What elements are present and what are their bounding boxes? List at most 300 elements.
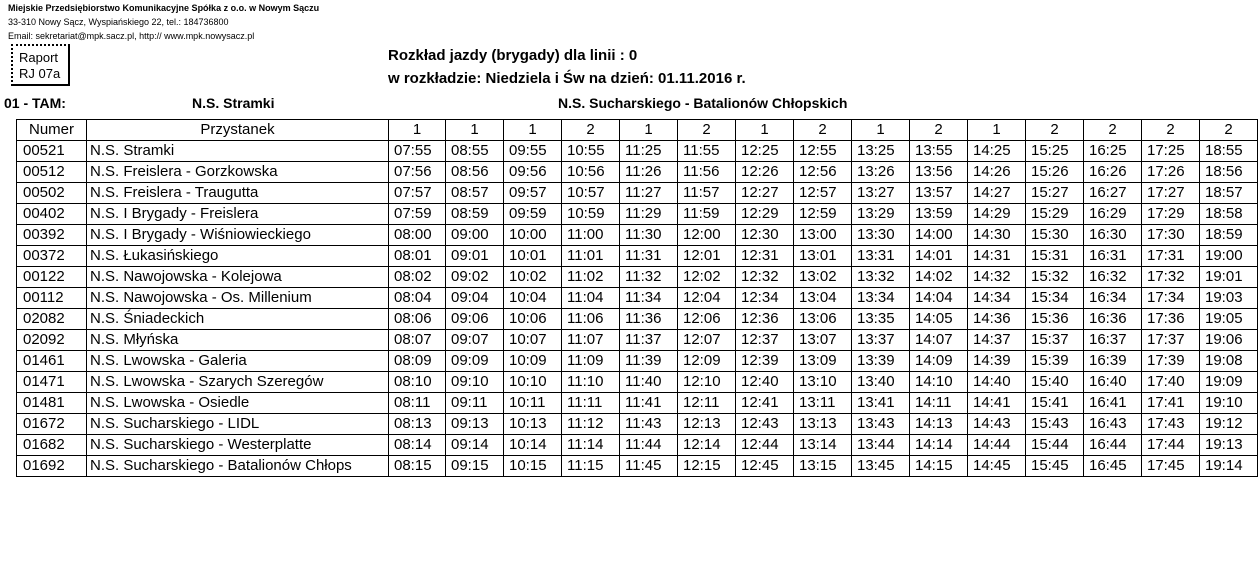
table-row (17, 435, 1258, 456)
departure-time-cell: 11:12 (562, 414, 620, 435)
departure-time-cell: 15:37 (1026, 330, 1084, 351)
departure-time-cell: 08:13 (389, 414, 446, 435)
departure-time-cell: 10:57 (562, 183, 620, 204)
departure-time-cell: 11:07 (562, 330, 620, 351)
departure-time-cell: 15:27 (1026, 183, 1084, 204)
departure-time-cell: 11:15 (562, 456, 620, 477)
departure-time-cell: 13:44 (852, 435, 910, 456)
column-header-brigade: 1 (968, 120, 1026, 141)
departure-time-cell: 12:41 (736, 393, 794, 414)
table-row (17, 183, 1258, 204)
departure-time-cell: 11:41 (620, 393, 678, 414)
departure-time-cell: 10:13 (504, 414, 562, 435)
report-code-box (11, 44, 70, 86)
departure-time-cell: 10:07 (504, 330, 562, 351)
departure-time-cell: 12:29 (736, 204, 794, 225)
departure-time-cell: 13:11 (794, 393, 852, 414)
departure-time-cell: 14:14 (910, 435, 968, 456)
departure-time-cell: 10:02 (504, 267, 562, 288)
departure-time-cell: 13:39 (852, 351, 910, 372)
departure-time-cell: 16:26 (1084, 162, 1142, 183)
departure-time-cell: 10:09 (504, 351, 562, 372)
departure-time-cell: 16:32 (1084, 267, 1142, 288)
report-code: RJ 07a (19, 66, 61, 81)
departure-time-cell: 12:36 (736, 309, 794, 330)
departure-time-cell: 12:37 (736, 330, 794, 351)
departure-time-cell: 15:40 (1026, 372, 1084, 393)
stop-name-cell: N.S. Freislera - Traugutta (87, 183, 389, 204)
departure-time-cell: 12:43 (736, 414, 794, 435)
departure-time-cell: 11:34 (620, 288, 678, 309)
departure-time-cell: 19:00 (1200, 246, 1258, 267)
table-row (17, 288, 1258, 309)
departure-time-cell: 14:44 (968, 435, 1026, 456)
departure-time-cell: 18:57 (1200, 183, 1258, 204)
departure-time-cell: 16:40 (1084, 372, 1142, 393)
stop-name-cell: N.S. Stramki (87, 141, 389, 162)
departure-time-cell: 19:05 (1200, 309, 1258, 330)
column-header-brigade: 1 (446, 120, 504, 141)
column-header-brigade: 1 (852, 120, 910, 141)
departure-time-cell: 17:37 (1142, 330, 1200, 351)
page-subtitle: w rozkładzie: Niedziela i Św na dzień: 01.11.2016 r. (388, 70, 746, 87)
departure-time-cell: 11:45 (620, 456, 678, 477)
departure-time-cell: 14:37 (968, 330, 1026, 351)
departure-time-cell: 14:04 (910, 288, 968, 309)
departure-time-cell: 15:30 (1026, 225, 1084, 246)
column-header-brigade: 2 (1084, 120, 1142, 141)
departure-time-cell: 14:11 (910, 393, 968, 414)
table-row (17, 372, 1258, 393)
stop-number-cell: 02082 (17, 309, 87, 330)
departure-time-cell: 08:55 (446, 141, 504, 162)
departure-time-cell: 17:44 (1142, 435, 1200, 456)
departure-time-cell: 10:14 (504, 435, 562, 456)
departure-time-cell: 10:10 (504, 372, 562, 393)
company-contact: Email: sekretariat@mpk.sacz.pl, http:// www.mpk.nowysacz.pl (8, 31, 255, 41)
departure-time-cell: 18:59 (1200, 225, 1258, 246)
departure-time-cell: 19:06 (1200, 330, 1258, 351)
departure-time-cell: 08:01 (389, 246, 446, 267)
departure-time-cell: 19:09 (1200, 372, 1258, 393)
departure-time-cell: 12:15 (678, 456, 736, 477)
departure-time-cell: 09:59 (504, 204, 562, 225)
departure-time-cell: 17:34 (1142, 288, 1200, 309)
departure-time-cell: 14:34 (968, 288, 1026, 309)
departure-time-cell: 14:26 (968, 162, 1026, 183)
departure-time-cell: 10:55 (562, 141, 620, 162)
departure-time-cell: 14:07 (910, 330, 968, 351)
timetable (16, 119, 1258, 477)
departure-time-cell: 16:27 (1084, 183, 1142, 204)
stop-number-cell: 01692 (17, 456, 87, 477)
departure-time-cell: 12:09 (678, 351, 736, 372)
column-header-brigade: 2 (562, 120, 620, 141)
departure-time-cell: 14:43 (968, 414, 1026, 435)
stop-name-cell: N.S. Sucharskiego - LIDL (87, 414, 389, 435)
departure-time-cell: 11:04 (562, 288, 620, 309)
departure-time-cell: 16:29 (1084, 204, 1142, 225)
column-header-brigade: 1 (504, 120, 562, 141)
departure-time-cell: 17:36 (1142, 309, 1200, 330)
column-header-brigade: 2 (910, 120, 968, 141)
departure-time-cell: 11:57 (678, 183, 736, 204)
departure-time-cell: 16:25 (1084, 141, 1142, 162)
departure-time-cell: 12:30 (736, 225, 794, 246)
departure-time-cell: 12:44 (736, 435, 794, 456)
departure-time-cell: 13:31 (852, 246, 910, 267)
departure-time-cell: 14:39 (968, 351, 1026, 372)
departure-time-cell: 13:35 (852, 309, 910, 330)
stop-name-cell: N.S. Sucharskiego - Batalionów Chłops (87, 456, 389, 477)
table-row (17, 393, 1258, 414)
departure-time-cell: 14:29 (968, 204, 1026, 225)
departure-time-cell: 08:00 (389, 225, 446, 246)
departure-time-cell: 09:15 (446, 456, 504, 477)
stop-number-cell: 00521 (17, 141, 87, 162)
departure-time-cell: 14:13 (910, 414, 968, 435)
departure-time-cell: 10:00 (504, 225, 562, 246)
departure-time-cell: 11:39 (620, 351, 678, 372)
departure-time-cell: 11:10 (562, 372, 620, 393)
departure-time-cell: 14:09 (910, 351, 968, 372)
departure-time-cell: 08:59 (446, 204, 504, 225)
departure-time-cell: 15:45 (1026, 456, 1084, 477)
departure-time-cell: 13:09 (794, 351, 852, 372)
stop-name-cell: N.S. Nawojowska - Os. Millenium (87, 288, 389, 309)
departure-time-cell: 12:06 (678, 309, 736, 330)
departure-time-cell: 09:11 (446, 393, 504, 414)
departure-time-cell: 11:43 (620, 414, 678, 435)
departure-time-cell: 13:59 (910, 204, 968, 225)
departure-time-cell: 16:44 (1084, 435, 1142, 456)
departure-time-cell: 12:00 (678, 225, 736, 246)
departure-time-cell: 18:56 (1200, 162, 1258, 183)
stop-number-cell: 00502 (17, 183, 87, 204)
column-header-brigade: 2 (1142, 120, 1200, 141)
departure-time-cell: 16:41 (1084, 393, 1142, 414)
departure-time-cell: 15:34 (1026, 288, 1084, 309)
departure-time-cell: 18:55 (1200, 141, 1258, 162)
departure-time-cell: 17:43 (1142, 414, 1200, 435)
departure-time-cell: 15:25 (1026, 141, 1084, 162)
departure-time-cell: 13:56 (910, 162, 968, 183)
departure-time-cell: 13:40 (852, 372, 910, 393)
stop-number-cell: 01481 (17, 393, 87, 414)
departure-time-cell: 15:44 (1026, 435, 1084, 456)
departure-time-cell: 15:43 (1026, 414, 1084, 435)
departure-time-cell: 19:14 (1200, 456, 1258, 477)
departure-time-cell: 09:57 (504, 183, 562, 204)
departure-time-cell: 11:11 (562, 393, 620, 414)
departure-time-cell: 11:09 (562, 351, 620, 372)
departure-time-cell: 09:06 (446, 309, 504, 330)
table-row (17, 162, 1258, 183)
departure-time-cell: 15:31 (1026, 246, 1084, 267)
departure-time-cell: 11:26 (620, 162, 678, 183)
departure-time-cell: 11:29 (620, 204, 678, 225)
departure-time-cell: 13:15 (794, 456, 852, 477)
departure-time-cell: 13:14 (794, 435, 852, 456)
table-row (17, 267, 1258, 288)
column-header-stop: Przystanek (87, 120, 389, 141)
departure-time-cell: 12:59 (794, 204, 852, 225)
departure-time-cell: 12:07 (678, 330, 736, 351)
departure-time-cell: 19:01 (1200, 267, 1258, 288)
departure-time-cell: 13:00 (794, 225, 852, 246)
departure-time-cell: 19:03 (1200, 288, 1258, 309)
departure-time-cell: 14:00 (910, 225, 968, 246)
departure-time-cell: 14:27 (968, 183, 1026, 204)
departure-time-cell: 12:01 (678, 246, 736, 267)
departure-time-cell: 19:08 (1200, 351, 1258, 372)
departure-time-cell: 09:04 (446, 288, 504, 309)
departure-time-cell: 08:15 (389, 456, 446, 477)
table-header-row (17, 120, 1258, 141)
departure-time-cell: 10:04 (504, 288, 562, 309)
departure-time-cell: 13:13 (794, 414, 852, 435)
departure-time-cell: 11:27 (620, 183, 678, 204)
departure-time-cell: 09:02 (446, 267, 504, 288)
departure-time-cell: 12:34 (736, 288, 794, 309)
stop-number-cell: 02092 (17, 330, 87, 351)
departure-time-cell: 09:09 (446, 351, 504, 372)
route-from: N.S. Stramki (192, 95, 275, 111)
stop-number-cell: 00372 (17, 246, 87, 267)
stop-name-cell: N.S. Lwowska - Galeria (87, 351, 389, 372)
departure-time-cell: 12:40 (736, 372, 794, 393)
departure-time-cell: 12:39 (736, 351, 794, 372)
column-header-brigade: 1 (736, 120, 794, 141)
stop-name-cell: N.S. Lwowska - Osiedle (87, 393, 389, 414)
departure-time-cell: 17:27 (1142, 183, 1200, 204)
departure-time-cell: 16:36 (1084, 309, 1142, 330)
departure-time-cell: 17:45 (1142, 456, 1200, 477)
stop-name-cell: N.S. I Brygady - Freislera (87, 204, 389, 225)
departure-time-cell: 12:04 (678, 288, 736, 309)
departure-time-cell: 13:29 (852, 204, 910, 225)
stop-number-cell: 01461 (17, 351, 87, 372)
departure-time-cell: 12:55 (794, 141, 852, 162)
departure-time-cell: 13:41 (852, 393, 910, 414)
departure-time-cell: 11:44 (620, 435, 678, 456)
company-address: 33-310 Nowy Sącz, Wyspiańskiego 22, tel.: 184736800 (8, 17, 229, 27)
departure-time-cell: 08:57 (446, 183, 504, 204)
departure-time-cell: 13:25 (852, 141, 910, 162)
departure-time-cell: 13:37 (852, 330, 910, 351)
departure-time-cell: 10:59 (562, 204, 620, 225)
departure-time-cell: 11:59 (678, 204, 736, 225)
stop-number-cell: 00402 (17, 204, 87, 225)
departure-time-cell: 15:39 (1026, 351, 1084, 372)
column-header-brigade: 1 (620, 120, 678, 141)
departure-time-cell: 08:56 (446, 162, 504, 183)
departure-time-cell: 19:12 (1200, 414, 1258, 435)
departure-time-cell: 12:32 (736, 267, 794, 288)
departure-time-cell: 17:39 (1142, 351, 1200, 372)
departure-time-cell: 13:30 (852, 225, 910, 246)
route-label: 01 - TAM: (4, 95, 66, 111)
table-row (17, 141, 1258, 162)
stop-number-cell: 01672 (17, 414, 87, 435)
departure-time-cell: 10:06 (504, 309, 562, 330)
departure-time-cell: 14:32 (968, 267, 1026, 288)
departure-time-cell: 14:30 (968, 225, 1026, 246)
departure-time-cell: 08:07 (389, 330, 446, 351)
departure-time-cell: 12:11 (678, 393, 736, 414)
departure-time-cell: 09:56 (504, 162, 562, 183)
departure-time-cell: 11:37 (620, 330, 678, 351)
departure-time-cell: 09:55 (504, 141, 562, 162)
departure-time-cell: 11:01 (562, 246, 620, 267)
departure-time-cell: 12:25 (736, 141, 794, 162)
departure-time-cell: 14:36 (968, 309, 1026, 330)
departure-time-cell: 13:04 (794, 288, 852, 309)
departure-time-cell: 14:02 (910, 267, 968, 288)
column-header-brigade: 1 (389, 120, 446, 141)
company-name: Miejskie Przedsiębiorstwo Komunikacyjne Spółka z o.o. w Nowym Sączu (8, 3, 320, 13)
departure-time-cell: 16:37 (1084, 330, 1142, 351)
departure-time-cell: 14:40 (968, 372, 1026, 393)
departure-time-cell: 16:31 (1084, 246, 1142, 267)
departure-time-cell: 16:43 (1084, 414, 1142, 435)
stop-name-cell: N.S. Lwowska - Szarych Szeregów (87, 372, 389, 393)
departure-time-cell: 07:57 (389, 183, 446, 204)
stop-name-cell: N.S. Łukasińskiego (87, 246, 389, 267)
departure-time-cell: 08:14 (389, 435, 446, 456)
column-header-brigade: 2 (1026, 120, 1084, 141)
table-row (17, 204, 1258, 225)
departure-time-cell: 12:31 (736, 246, 794, 267)
departure-time-cell: 12:45 (736, 456, 794, 477)
departure-time-cell: 12:56 (794, 162, 852, 183)
departure-time-cell: 17:31 (1142, 246, 1200, 267)
table-row (17, 309, 1258, 330)
departure-time-cell: 13:45 (852, 456, 910, 477)
departure-time-cell: 17:29 (1142, 204, 1200, 225)
departure-time-cell: 07:55 (389, 141, 446, 162)
departure-time-cell: 12:14 (678, 435, 736, 456)
table-row (17, 414, 1258, 435)
departure-time-cell: 13:57 (910, 183, 968, 204)
departure-time-cell: 15:29 (1026, 204, 1084, 225)
departure-time-cell: 07:56 (389, 162, 446, 183)
departure-time-cell: 13:43 (852, 414, 910, 435)
departure-time-cell: 12:26 (736, 162, 794, 183)
departure-time-cell: 09:00 (446, 225, 504, 246)
table-row (17, 456, 1258, 477)
departure-time-cell: 12:57 (794, 183, 852, 204)
departure-time-cell: 11:56 (678, 162, 736, 183)
departure-time-cell: 15:41 (1026, 393, 1084, 414)
departure-time-cell: 17:40 (1142, 372, 1200, 393)
departure-time-cell: 11:40 (620, 372, 678, 393)
departure-time-cell: 11:30 (620, 225, 678, 246)
departure-time-cell: 09:07 (446, 330, 504, 351)
column-header-brigade: 2 (794, 120, 852, 141)
departure-time-cell: 10:56 (562, 162, 620, 183)
stop-name-cell: N.S. I Brygady - Wiśniowieckiego (87, 225, 389, 246)
table-row (17, 225, 1258, 246)
departure-time-cell: 14:41 (968, 393, 1026, 414)
departure-time-cell: 13:34 (852, 288, 910, 309)
departure-time-cell: 11:02 (562, 267, 620, 288)
stop-name-cell: N.S. Nawojowska - Kolejowa (87, 267, 389, 288)
departure-time-cell: 13:55 (910, 141, 968, 162)
departure-time-cell: 14:31 (968, 246, 1026, 267)
table-row (17, 246, 1258, 267)
departure-time-cell: 15:32 (1026, 267, 1084, 288)
stop-number-cell: 01682 (17, 435, 87, 456)
departure-time-cell: 09:10 (446, 372, 504, 393)
departure-time-cell: 11:00 (562, 225, 620, 246)
stop-number-cell: 00512 (17, 162, 87, 183)
departure-time-cell: 12:02 (678, 267, 736, 288)
stop-name-cell: N.S. Sucharskiego - Westerplatte (87, 435, 389, 456)
departure-time-cell: 13:32 (852, 267, 910, 288)
stop-name-cell: N.S. Freislera - Gorzkowska (87, 162, 389, 183)
departure-time-cell: 18:58 (1200, 204, 1258, 225)
stop-number-cell: 00122 (17, 267, 87, 288)
departure-time-cell: 15:36 (1026, 309, 1084, 330)
departure-time-cell: 08:10 (389, 372, 446, 393)
departure-time-cell: 17:30 (1142, 225, 1200, 246)
departure-time-cell: 12:10 (678, 372, 736, 393)
departure-time-cell: 13:27 (852, 183, 910, 204)
departure-time-cell: 14:25 (968, 141, 1026, 162)
stop-name-cell: N.S. Śniadeckich (87, 309, 389, 330)
stop-number-cell: 00112 (17, 288, 87, 309)
departure-time-cell: 08:09 (389, 351, 446, 372)
departure-time-cell: 16:30 (1084, 225, 1142, 246)
departure-time-cell: 19:10 (1200, 393, 1258, 414)
departure-time-cell: 17:32 (1142, 267, 1200, 288)
departure-time-cell: 16:45 (1084, 456, 1142, 477)
departure-time-cell: 08:11 (389, 393, 446, 414)
departure-time-cell: 09:13 (446, 414, 504, 435)
departure-time-cell: 13:06 (794, 309, 852, 330)
departure-time-cell: 08:06 (389, 309, 446, 330)
page-title: Rozkład jazdy (brygady) dla linii : 0 (388, 47, 638, 64)
departure-time-cell: 09:14 (446, 435, 504, 456)
departure-time-cell: 07:59 (389, 204, 446, 225)
departure-time-cell: 14:45 (968, 456, 1026, 477)
departure-time-cell: 16:39 (1084, 351, 1142, 372)
table-row (17, 351, 1258, 372)
stop-number-cell: 01471 (17, 372, 87, 393)
departure-time-cell: 13:07 (794, 330, 852, 351)
column-header-brigade: 2 (1200, 120, 1258, 141)
departure-time-cell: 14:01 (910, 246, 968, 267)
departure-time-cell: 14:05 (910, 309, 968, 330)
departure-time-cell: 12:27 (736, 183, 794, 204)
column-header-brigade: 2 (678, 120, 736, 141)
departure-time-cell: 10:11 (504, 393, 562, 414)
departure-time-cell: 19:13 (1200, 435, 1258, 456)
route-to: N.S. Sucharskiego - Batalionów Chłopskich (558, 95, 848, 111)
departure-time-cell: 11:06 (562, 309, 620, 330)
stop-number-cell: 00392 (17, 225, 87, 246)
departure-time-cell: 14:10 (910, 372, 968, 393)
departure-time-cell: 15:26 (1026, 162, 1084, 183)
departure-time-cell: 12:13 (678, 414, 736, 435)
departure-time-cell: 13:10 (794, 372, 852, 393)
departure-time-cell: 11:55 (678, 141, 736, 162)
departure-time-cell: 16:34 (1084, 288, 1142, 309)
departure-time-cell: 09:01 (446, 246, 504, 267)
departure-time-cell: 14:15 (910, 456, 968, 477)
departure-time-cell: 13:26 (852, 162, 910, 183)
